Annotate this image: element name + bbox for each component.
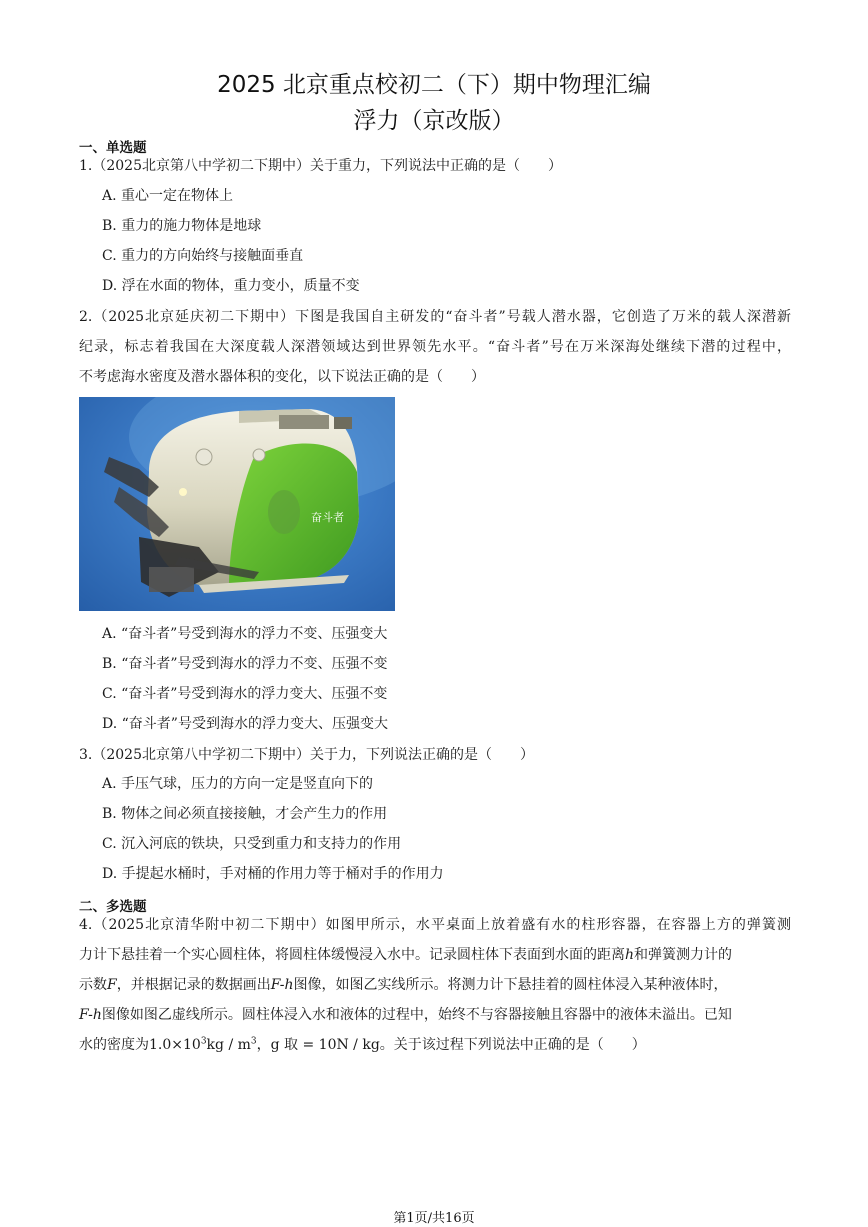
q4-text: 和弹簧测力计的 [634,947,733,963]
density-unit-exponent: 3 [250,1036,257,1047]
q4-text: 图像如图乙虚线所示。圆柱体浸入水和液体的过程中，始终不与容器接触且容器中的液体未溢出。已知 [101,1007,732,1023]
section-multi-choice: 二、多选题 [79,899,147,915]
q3-option-c: C. 沉入河底的铁块，只受到重力和支持力的作用 [102,836,402,852]
page-number: 第1页/共16页 [393,1211,475,1226]
q4-stem-line3 [79,974,791,994]
q2-option-a: A. “奋斗者”号受到海水的浮力不变、压强变大 [102,626,388,642]
q1-option-d: D. 浮在水面的物体，重力变小，质量不变 [102,278,360,294]
q2-option-c: C. “奋斗者”号受到海水的浮力变大、压强不变 [102,686,388,702]
q1-option-c: C. 重力的方向始终与接触面垂直 [102,248,304,264]
q1-stem: 1.（2025北京第八中学初二下期中）关于重力，下列说法中正确的是（ ） [79,158,562,174]
q1-option-a: A. 重心一定在物体上 [102,188,234,204]
q4-text: 。关于该过程下列说法中正确的是（ ） [379,1037,646,1053]
q4-text: 力计下悬挂着一个实心圆柱体，将圆柱体缓慢浸入水中。记录圆柱体下表面到水面的距离 [79,947,625,963]
q4-var-Fh: F-h [270,977,294,993]
q2-option-b: B. “奋斗者”号受到海水的浮力不变、压强不变 [102,656,388,672]
q4-var-h: h [625,947,635,963]
q4-text: 图像，如图乙实线所示。将测力计下悬挂着的圆柱体浸入某种液体时， [293,977,728,993]
q4-text: ， [256,1037,271,1053]
submersible-name-label: 奋斗者 [311,511,344,524]
q4-stem-line1: 4.（2025北京清华附中初二下期中）如图甲所示，水平桌面上放着盛有水的柱形容器，在容器上方的弹簧测 [79,917,791,933]
q2-option-d: D. “奋斗者”号受到海水的浮力变大、压强变大 [102,716,388,732]
density-unit: kg / m [206,1037,251,1053]
q3-option-b: B. 物体之间必须直接接触，才会产生力的作用 [102,806,388,822]
q4-stem-line4 [79,1004,791,1024]
q4-stem-line2 [79,944,791,964]
q3-option-d: D. 手提起水桶时，手对桶的作用力等于桶对手的作用力 [102,866,444,882]
q2-stem-line2: 纪录，标志着我国在大深度载人深潜领域达到世界领先水平。“奋斗者”号在万米深海处继续下潜的过程中， [79,339,791,355]
page-subtitle: 浮力（京改版） [353,108,515,134]
q3-option-a: A. 手压气球，压力的方向一定是竖直向下的 [102,776,374,792]
q1-option-b: B. 重力的施力物体是地球 [102,218,262,234]
q4-text: 示数 [79,977,107,993]
page-title: 2025 北京重点校初二（下）期中物理汇编 [217,72,651,98]
q3-stem: 3.（2025北京第八中学初二下期中）关于力，下列说法正确的是（ ） [79,747,534,763]
submersible-photo [79,397,395,611]
gravity-constant: g 取 = 10N / kg [270,1037,380,1053]
q4-text: ，并根据记录的数据画出 [116,977,271,993]
q4-var-Fh: F-h [79,1007,102,1023]
submersible-illustration [79,397,395,611]
q4-var-F: F [107,977,117,993]
section-single-choice: 一、单选题 [79,140,147,156]
water-density-value [149,1037,257,1053]
q2-stem-line3: 不考虑海水密度及潜水器体积的变化，以下说法正确的是（ ） [79,369,485,385]
q2-stem-line1: 2.（2025北京延庆初二下期中）下图是我国自主研发的“奋斗者”号载人潜水器，它创造了万米的载人深潜新 [79,309,791,325]
density-base: 1.0×10 [149,1037,201,1053]
q4-text: 水的密度为 [79,1037,149,1053]
density-exponent: 3 [200,1036,207,1047]
q4-stem-line5 [79,1034,791,1054]
